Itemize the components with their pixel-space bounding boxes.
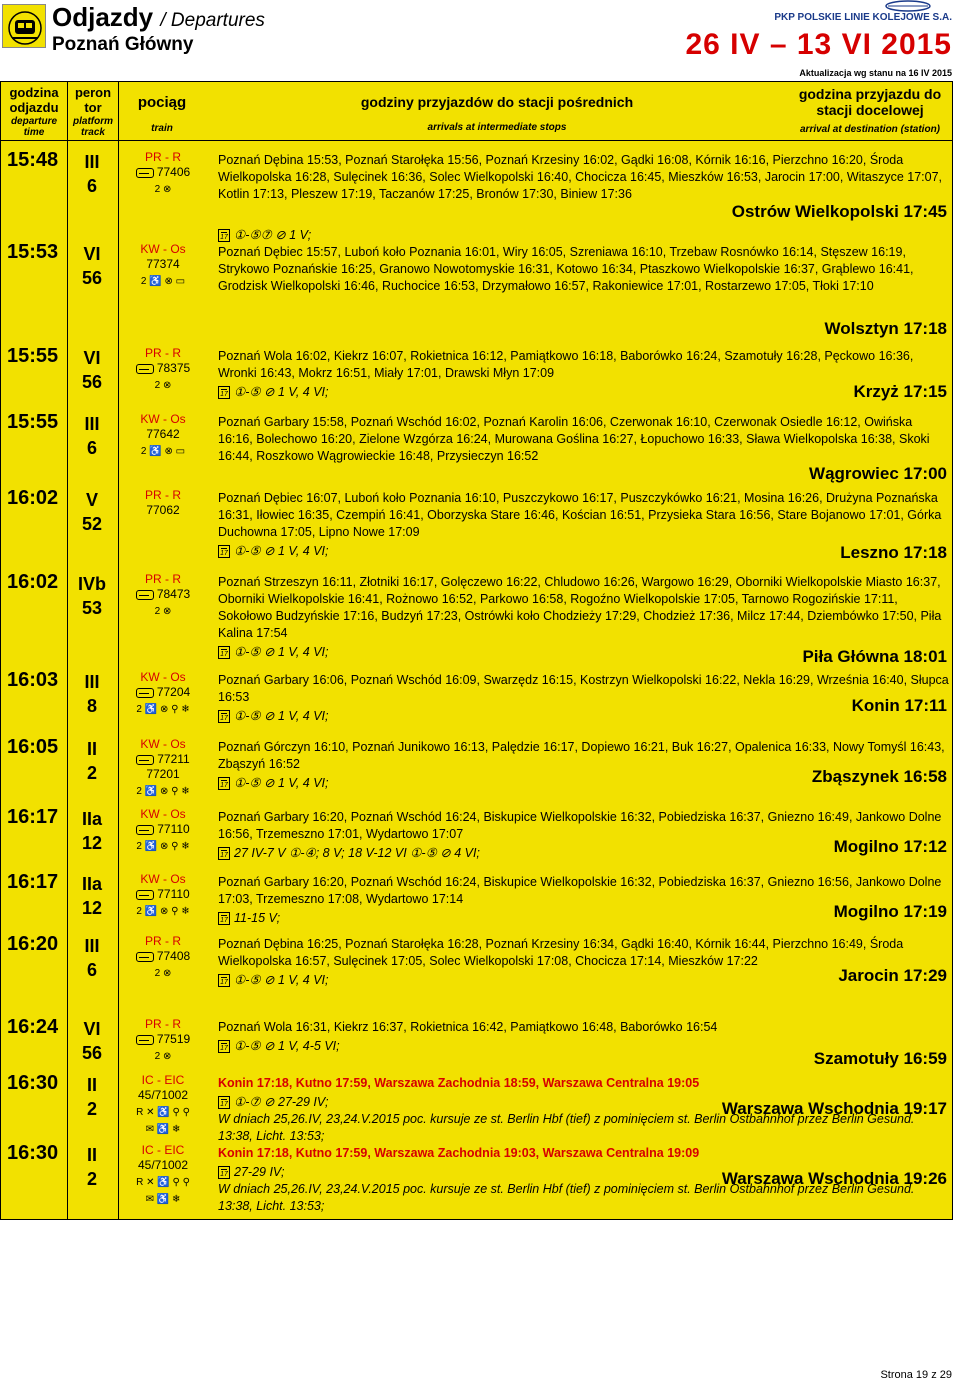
train-amenities-icon: 2 ♿ ⊗ ⚲ ❄: [136, 786, 190, 797]
intermediate-stops: Poznań Strzeszyn 16:11, Złotniki 16:17, Golęczewo 16:22, Chludowo 16:26, Wargowo 16:29, Oborniki Wielkopolskie Miasto 16:37, Oborniki Wielkopolskie 16:41, Rożnowo 16:52, Parkowo 16:58, Rogoźno Wielkopolskie 17:05, Tarnowo Rogozińskie 17:11, Sokołowo Budzyńskie 17:16, Budzyń 17:23, Ostrówki koło Chodzieży 17:29, Chodzież 17:36, Milcz 17:44, Dziembówko 17:50, Piła Kalina 17:54: [218, 575, 942, 640]
col-time: godzina odjazdu departure time: [9, 85, 59, 139]
pkp-logo-icon: [884, 0, 932, 12]
train-amenities-icon: ✉ ♿ ❄: [145, 1124, 181, 1135]
train-type: KW - Os: [140, 872, 186, 886]
train-type: PR - R: [145, 346, 181, 360]
destination: Jarocin 17:29: [838, 966, 947, 985]
table-row: [1, 412, 952, 488]
intermediate-stops: Poznań Garbary 16:06, Poznań Wschód 16:09, Swarzędz 16:15, Kostrzyn Wielkopolski 16:22, Nekla 16:29, Września 16:40, Słupca 16:53: [218, 673, 949, 704]
train-number: 77406: [156, 165, 191, 179]
train-info: [121, 150, 205, 197]
intermediate-stops: Poznań Dębiec 15:57, Luboń koło Poznania 16:01, Wiry 16:05, Szreniawa 16:10, Trzebaw Rosnówko 16:14, Stęszew 16:19, Strykowo Poznańskie 16:25, Granowo Nowotomyskie 16:31, Kotowo 16:34, Ptaszkowo Wielkopolskie 16:37, Grąblewo 16:41, Grodzisk Wielkopolski 16:46, Ruchocice 16:53, Drzymałowo 16:57, Rakoniewice 17:01, Rostarzewo 17:05, Tłoki 17:10: [218, 245, 914, 293]
validity-dates: 26 IV – 13 VI 2015: [685, 28, 952, 61]
table-header: [1, 82, 952, 141]
table-row: [1, 1017, 952, 1073]
calendar-icon: 17: [218, 229, 230, 242]
calendar-icon: 17: [218, 1166, 230, 1179]
platform: III: [84, 936, 100, 956]
col-train: pociąg train: [137, 94, 187, 135]
calendar-icon: 17: [218, 646, 230, 659]
table-row: [1, 1143, 952, 1213]
departure-time: 16:02: [7, 571, 59, 593]
intermediate-stops: Poznań Dębina 16:25, Poznań Starołęka 16:28, Poznań Krzesiny 16:34, Gądki 16:40, Kórnik 16:44, Pierzchno 16:49, Środa Wielkopolska 16:57, Sulęcinek 17:05, Solec Wielkopolski 17:08, Chocicza 17:14, Mieszków 17:22: [218, 937, 904, 968]
intermediate-stops: Poznań Wola 16:02, Kiekrz 16:07, Rokietnica 16:12, Pamiątkowo 16:18, Baborówko 16:24, Szamotuły 16:28, Pęckowo 16:36, Wronki 16:43, Mokrz 16:51, Miały 17:01, Drawski Młyn 17:09: [218, 349, 914, 380]
track: 56: [81, 1043, 103, 1063]
table-row: [1, 934, 952, 1017]
table-row: [1, 150, 952, 242]
table-row: [1, 346, 952, 412]
train-amenities-icon: 2 ⊗: [154, 968, 172, 979]
train-info: [121, 737, 205, 799]
train-type: PR - R: [145, 934, 181, 948]
train-amenities-icon: 2 ⊗: [154, 606, 172, 617]
train-amenities-icon: 2 ⊗: [154, 380, 172, 391]
train-type: KW - Os: [140, 807, 186, 821]
train-amenities-icon: 2 ♿ ⊗ ▭: [140, 276, 186, 287]
train-info: [121, 872, 205, 919]
page-number: Strona 19 z 29: [880, 1369, 952, 1381]
bus-icon: [136, 590, 154, 600]
operating-days: 17 ①-⑤ ⊘ 1 V, 4 VI;: [218, 384, 950, 401]
intermediate-stops: Konin 17:18, Kutno 17:59, Warszawa Zachodnia 18:59, Warszawa Centralna 19:05: [218, 1076, 700, 1090]
calendar-icon: 17: [218, 1096, 230, 1109]
departure-time: 15:55: [7, 411, 59, 433]
operating-days: 17 11-15 V;: [218, 910, 950, 927]
train-type: KW - Os: [140, 737, 186, 751]
destination: Warszawa Wschodnia 19:26: [721, 1169, 947, 1188]
train-type: KW - Os: [140, 242, 186, 256]
track: 52: [81, 514, 103, 534]
train-number: 77374: [146, 257, 180, 271]
track: 56: [81, 268, 103, 288]
col-platform: peron tor platform track: [73, 85, 113, 139]
platform: VI: [83, 1019, 101, 1039]
train-type: IC - EIC: [141, 1073, 185, 1087]
train-info: [121, 670, 205, 717]
train-amenities-icon: 2 ♿ ⊗ ⚲ ❄: [136, 906, 190, 917]
service-note: W dniach 25,26.IV, 23,24.V.2015 poc. kursuje ze st. Berlin Hbf (tief) z pominięciem st. Berlin Ostbahnhof przez Berlin Gesund. 13:38, Licht. 13:53;: [218, 1112, 915, 1143]
track: 56: [81, 372, 103, 392]
track: 12: [81, 898, 103, 918]
table-row: [1, 737, 952, 807]
train-number: 77519: [156, 1032, 191, 1046]
train-number: 77408: [156, 949, 191, 963]
train-amenities-icon: 2 ⊗: [154, 1051, 172, 1062]
departure-time: 16:03: [7, 669, 59, 691]
intermediate-stops: Poznań Dębiec 16:07, Luboń koło Poznania 16:10, Puszczykowo 16:17, Puszczykówko 16:21, Mosina 16:26, Drużyna Poznańska 16:31, Iłowiec 16:35, Czempiń 16:41, Oborzyska Stare 16:46, Kościan 16:51, Przysieka Stara 16:56, Stare Bojanowo 17:01, Górka Duchowna 17:05, Lipno Nowe 17:09: [218, 491, 942, 539]
train-number: 45/71002: [137, 1158, 189, 1172]
platform: III: [84, 152, 100, 172]
train-info: [121, 1073, 205, 1137]
logo: [2, 4, 46, 48]
train-amenities-icon: 2 ⊗: [154, 184, 172, 195]
train-number-2: 77201: [146, 767, 180, 781]
train-info: [121, 934, 205, 981]
page-title-en: / Departures: [160, 10, 265, 31]
brand-name: PKP POLSKIE LINIE KOLEJOWE S.A.: [774, 12, 952, 23]
operating-days: 17 ①-⑤ ⊘ 1 V, 4 VI;: [218, 972, 950, 989]
operating-days: 17 27 IV-7 V ①-④; 8 V; 18 V-12 VI ①-⑤ ⊘ 4 VI;: [218, 845, 950, 862]
train-type: PR - R: [145, 1017, 181, 1031]
train-type: PR - R: [145, 150, 181, 164]
track: 6: [86, 960, 97, 980]
destination: Wolsztyn 17:18: [824, 319, 947, 338]
platform: VI: [83, 244, 101, 264]
track: 2: [86, 1169, 97, 1189]
stops-cell: [218, 152, 950, 244]
operating-days: 17 ①-⑦ ⊘ 27-29 IV;: [218, 1094, 950, 1111]
bus-icon: [136, 168, 154, 178]
operating-days: 17 ①-⑤ ⊘ 1 V, 4 VI;: [218, 708, 950, 725]
bus-icon: [136, 688, 154, 698]
intermediate-stops: Poznań Garbary 15:58, Poznań Wschód 16:02, Poznań Karolin 16:06, Czerwonak 16:10, Czerwonak Osiedle 16:12, Owińska 16:16, Bolechowo 16:20, Zielone Wzgórza 16:24, Murowana Goślina 16:27, Łopuchowo 16:33, Sława Wielkopolska 16:38, Skoki 16:44, Roszkowo Wągrowieckie 16:48, Przysieczyn 16:52: [218, 415, 930, 463]
departure-time: 16:17: [7, 806, 59, 828]
departure-time: 16:20: [7, 933, 59, 955]
track: 8: [86, 696, 97, 716]
destination: Mogilno 17:19: [833, 902, 947, 921]
train-type: PR - R: [145, 488, 181, 502]
departure-time: 15:53: [7, 241, 59, 263]
table-row: [1, 242, 952, 346]
track: 6: [86, 176, 97, 196]
train-number: 77062: [146, 503, 180, 517]
destination: Konin 17:11: [851, 696, 947, 715]
destination: Mogilno 17:12: [833, 837, 947, 856]
table-row: [1, 488, 952, 572]
departure-time: 16:05: [7, 736, 59, 758]
operating-days: 17 ①-⑤ ⊘ 1 V, 4 VI;: [218, 644, 950, 661]
departure-time: 16:30: [7, 1142, 59, 1164]
calendar-icon: 17: [218, 545, 230, 558]
platform: IIa: [81, 809, 102, 829]
operating-days: 17 ①-⑤ ⊘ 1 V, 4 VI;: [218, 543, 950, 560]
train-number: 77110: [157, 822, 190, 836]
train-amenities-icon: ✉ ♿ ❄: [145, 1194, 181, 1205]
bus-icon: [136, 825, 154, 835]
train-number: 77642: [146, 427, 180, 441]
calendar-icon: 17: [218, 847, 230, 860]
train-type: PR - R: [145, 572, 181, 586]
bus-icon: [136, 890, 154, 900]
train-info: [121, 1143, 205, 1207]
track: 6: [86, 438, 97, 458]
bus-icon: [136, 1035, 154, 1045]
destination: Szamotuły 16:59: [813, 1049, 947, 1068]
intermediate-stops: Poznań Wola 16:31, Kiekrz 16:37, Rokietnica 16:42, Pamiątkowo 16:48, Baborówko 16:54: [218, 1020, 718, 1034]
platform: VI: [83, 348, 101, 368]
operating-days: 17 ①-⑤ ⊘ 1 V, 4 VI;: [218, 775, 950, 792]
train-info: [121, 346, 205, 393]
col-destination: godzina przyjazdu do stacji docelowej arrival at destination (station): [798, 86, 942, 136]
update-info: Aktualizacja wg stanu na 16 IV 2015: [799, 68, 952, 78]
track: 53: [81, 598, 103, 618]
train-amenities-icon: 2 ♿ ⊗ ⚲ ❄: [136, 841, 190, 852]
header: [0, 0, 960, 80]
platform: IIa: [81, 874, 102, 894]
train-info: [121, 1017, 205, 1064]
departure-time: 16:30: [7, 1072, 59, 1094]
train-info: [121, 412, 205, 459]
track: 12: [81, 833, 103, 853]
train-info: [121, 572, 205, 619]
train-type: KW - Os: [140, 670, 186, 684]
platform: IVb: [77, 574, 106, 594]
train-info: [121, 807, 205, 854]
col-stops: godziny przyjazdów do stacji pośrednich arrivals at intermediate stops: [360, 94, 634, 134]
bus-icon: [136, 952, 154, 962]
stops-cell: [218, 348, 950, 401]
destination: Warszawa Wschodnia 19:17: [721, 1099, 947, 1118]
train-amenities-icon: R ✕ ♿ ⚲ ⚲: [136, 1177, 190, 1188]
destination: Ostrów Wielkopolski 17:45: [731, 202, 947, 221]
train-info: [121, 242, 205, 289]
operating-days: 17 ①-⑤⑦ ⊘ 1 V;: [218, 227, 950, 244]
intermediate-stops: Poznań Garbary 16:20, Poznań Wschód 16:24, Biskupice Wielkopolskie 16:32, Pobiedziska 16:37, Gniezno 16:56, Jankowo Dolne 17:03, Trzemeszno 17:08, Wydartowo 17:14: [218, 875, 942, 906]
station-name: Poznań Główny: [52, 34, 194, 55]
platform: II: [86, 1075, 97, 1095]
train-number: 77204: [156, 685, 191, 699]
calendar-icon: 17: [218, 1040, 230, 1053]
intermediate-stops: Poznań Dębina 15:53, Poznań Starołęka 15:56, Poznań Krzesiny 16:02, Gądki 16:08, Kórnik 16:16, Pierzchno 16:20, Środa Wielkopolska 16:28, Sulęcinek 16:36, Solec Wielkopolski 16:40, Chocicza 16:45, Mieszków 16:53, Jarocin 17:00, Witaszyce 17:07, Kotlin 17:13, Pleszew 17:19, Taczanów 17:25, Bronów 17:30, Biniew 17:36: [218, 153, 942, 201]
train-icon: [6, 10, 44, 46]
train-amenities-icon: 2 ♿ ⊗ ⚲ ❄: [136, 704, 190, 715]
platform: III: [84, 414, 100, 434]
stops-cell: [218, 672, 950, 725]
track: 2: [86, 1099, 97, 1119]
departure-time: 16:17: [7, 871, 59, 893]
platform: II: [86, 739, 97, 759]
departure-time: 16:02: [7, 487, 59, 509]
destination: Wągrowiec 17:00: [809, 464, 947, 483]
train-number: 78375: [156, 361, 191, 375]
stops-cell: [218, 414, 950, 465]
table-row: [1, 670, 952, 737]
train-amenities-icon: 2 ♿ ⊗ ▭: [140, 446, 186, 457]
table-row: [1, 572, 952, 670]
departures-table: [0, 81, 953, 1220]
destination: Zbąszynek 16:58: [811, 767, 947, 786]
departure-time: 15:55: [7, 345, 59, 367]
departure-time: 15:48: [7, 149, 59, 171]
platform: V: [85, 490, 98, 510]
train-number: 45/71002: [137, 1088, 189, 1102]
calendar-icon: 17: [218, 710, 230, 723]
train-type: IC - EIC: [141, 1143, 185, 1157]
train-type: KW - Os: [140, 412, 186, 426]
destination: Leszno 17:18: [840, 543, 947, 562]
calendar-icon: 17: [218, 777, 230, 790]
operating-days: 17 ①-⑤ ⊘ 1 V, 4-5 VI;: [218, 1038, 950, 1055]
destination: Krzyż 17:15: [853, 382, 947, 401]
intermediate-stops: Poznań Garbary 16:20, Poznań Wschód 16:24, Biskupice Wielkopolskie 16:32, Pobiedziska 16:37, Gniezno 16:49, Jankowo Dolne 16:56, Trzemeszno 17:01, Wydartowo 17:07: [218, 810, 942, 841]
destination: Piła Główna 18:01: [802, 647, 947, 666]
calendar-icon: 17: [218, 386, 230, 399]
calendar-icon: 17: [218, 974, 230, 987]
service-note: W dniach 25,26.IV, 23,24.V.2015 poc. kursuje ze st. Berlin Hbf (tief) z pominięciem st. Berlin Ostbahnhof przez Berlin Gesund. 13:38, Licht. 13:53;: [218, 1182, 915, 1213]
bus-icon: [136, 364, 154, 374]
table-row: [1, 807, 952, 872]
train-info: [121, 488, 205, 518]
stops-cell: [218, 244, 950, 295]
train-number: 78473: [156, 587, 191, 601]
train-amenities-icon: R ✕ ♿ ⚲ ⚲: [136, 1107, 190, 1118]
departure-time: 16:24: [7, 1016, 59, 1038]
platform: II: [86, 1145, 97, 1165]
intermediate-stops: Poznań Górczyn 16:10, Poznań Junikowo 16:13, Palędzie 16:17, Dopiewo 16:21, Buk 16:27, Opalenica 16:33, Nowy Tomyśl 16:43, Zbąszyń 16:52: [218, 740, 945, 771]
operating-days: 17 27-29 IV;: [218, 1164, 950, 1181]
calendar-icon: 17: [218, 912, 230, 925]
train-number: 77211: [157, 752, 190, 766]
page-title: Odjazdy / Departures: [52, 2, 265, 32]
table-row: [1, 1073, 952, 1143]
train-number: 77110: [157, 887, 190, 901]
bus-icon: [136, 755, 154, 765]
platform: III: [84, 672, 100, 692]
intermediate-stops: Konin 17:18, Kutno 17:59, Warszawa Zachodnia 19:03, Warszawa Centralna 19:09: [218, 1146, 700, 1160]
table-row: [1, 872, 952, 934]
track: 2: [86, 763, 97, 783]
